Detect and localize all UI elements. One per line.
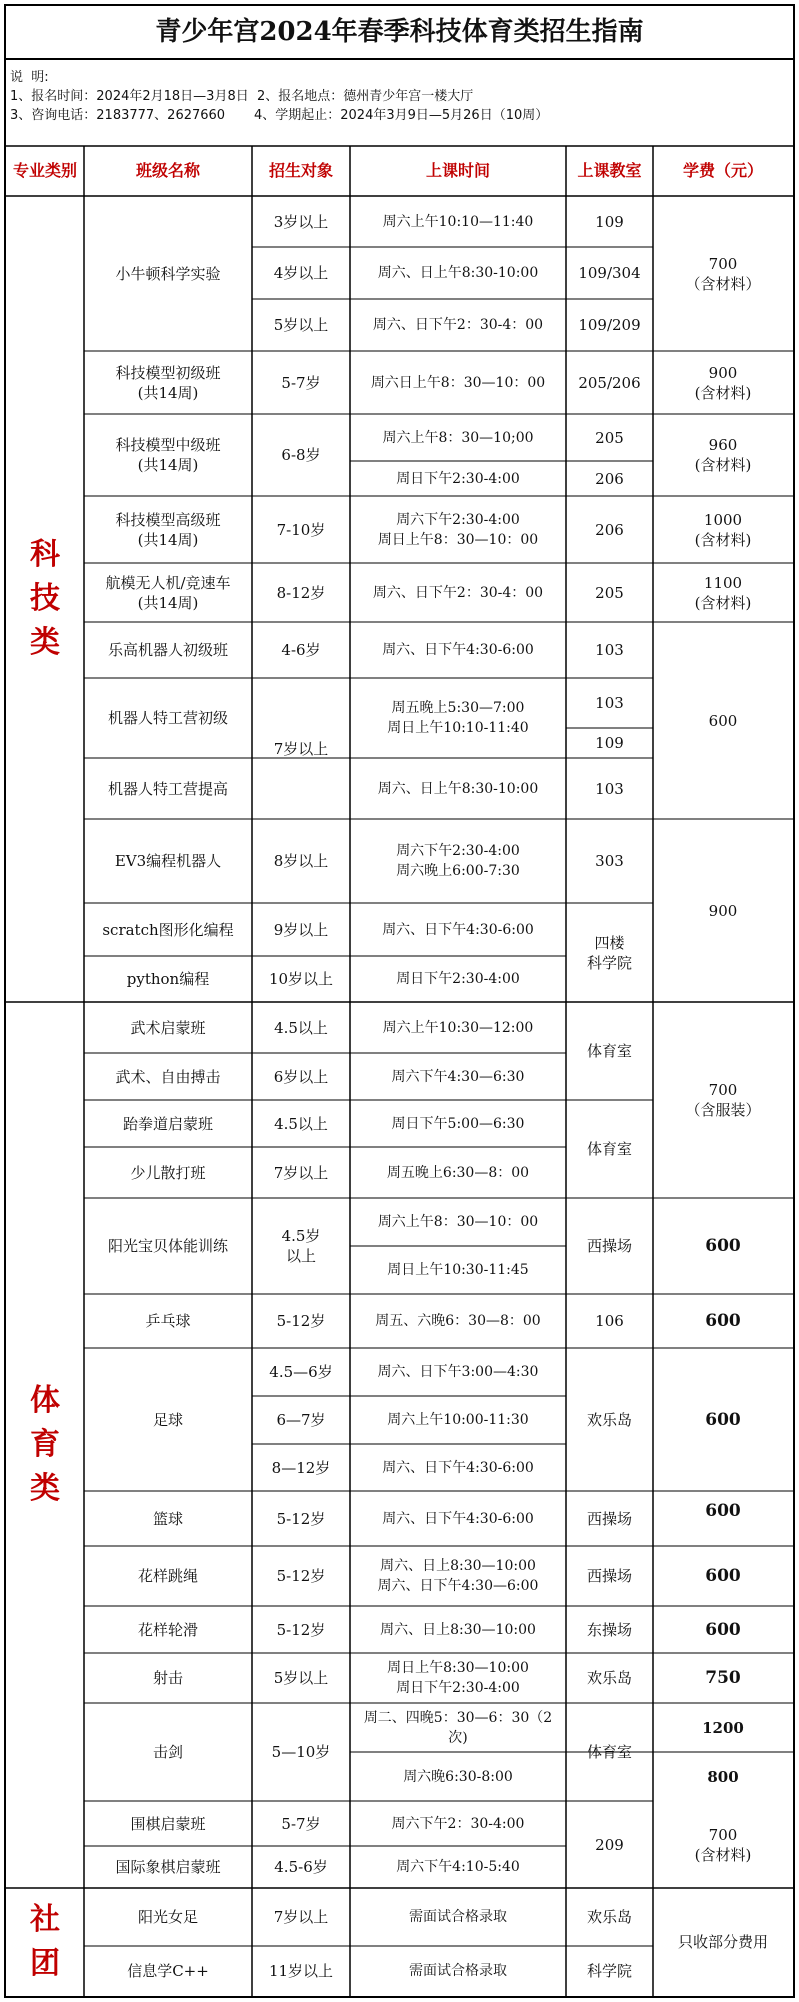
- class-time: 周六、日上8:30—10:00 周六、日下午4:30—6:00: [377, 1558, 539, 1594]
- class-time: 周日下午2:30-4:00: [396, 971, 520, 987]
- class-time: 周六、日下午4:30-6:00: [382, 1459, 534, 1476]
- tuition-fee: 800: [707, 1767, 739, 1786]
- class-time: 周六、日下午4:30-6:00: [382, 1510, 534, 1527]
- classroom: 109/209: [578, 316, 641, 334]
- class-time: 需面试合格录取: [409, 1963, 507, 1979]
- tuition-fee: 1200: [702, 1718, 744, 1737]
- page-title: 青少年宫2024年春季科技体育类招生指南: [6, 6, 793, 60]
- tuition-fee: 700 （含服装）: [685, 1081, 761, 1119]
- tuition-fee: 600: [705, 1566, 741, 1586]
- class-name: 跆拳道启蒙班: [122, 1114, 213, 1133]
- class-time: 周五、六晚6：30—8：00: [375, 1313, 541, 1329]
- class-name: python编程: [126, 970, 210, 988]
- class-time: 周六、日下午3:00—4:30: [377, 1364, 539, 1380]
- class-time: 周六下午2:30-4:00 周日上午8：30—10：00: [377, 511, 539, 548]
- class-time: 周六下午2：30-4:00: [391, 1815, 525, 1832]
- class-name: 阳光宝贝体能训练: [107, 1237, 228, 1255]
- target-age: 6岁以上: [273, 1067, 329, 1086]
- classroom: 西操场: [586, 1237, 632, 1255]
- target-age: 5-12岁: [276, 1312, 326, 1330]
- tuition-fee: 900 (含材料): [694, 363, 752, 402]
- target-age: 7岁以上: [273, 739, 329, 758]
- target-age: 7岁以上: [273, 1163, 329, 1182]
- class-name: 信息学C++: [127, 1962, 209, 1980]
- classroom: 303: [595, 852, 624, 870]
- target-age: 5-7岁: [281, 373, 321, 392]
- classroom: 科学院: [586, 1962, 632, 1980]
- class-time: 周二、四晚5：30—6：30（2 次): [363, 1709, 553, 1746]
- header-fee: 学费（元）: [682, 161, 763, 180]
- class-name: 武术启蒙班: [130, 1018, 206, 1037]
- classroom: 206: [595, 469, 624, 488]
- class-name: 足球: [152, 1410, 183, 1429]
- classroom: 西操场: [586, 1567, 632, 1585]
- class-time: 周日上午8:30—10:00 周日下午2:30-4:00: [387, 1660, 529, 1696]
- target-age: 7-10岁: [276, 520, 326, 539]
- target-age: 3岁以上: [273, 212, 329, 231]
- header-class: 班级名称: [135, 161, 200, 180]
- class-time: 周六、日上午8:30-10:00: [377, 265, 539, 281]
- classroom: 四楼 科学院: [586, 933, 632, 972]
- class-name: 小牛顿科学实验: [115, 264, 221, 283]
- classroom: 205: [595, 583, 624, 602]
- tuition-fee: 600: [705, 1311, 741, 1331]
- classroom: 东操场: [586, 1620, 632, 1639]
- class-time: 周日下午5:00—6:30: [391, 1115, 525, 1132]
- notes-line-1: 1、报名时间：2024年2月18日—3月8日 2、报名地点：德州青少年宫一楼大厅: [10, 89, 474, 104]
- class-time: 周六上午10:10—11:40: [382, 213, 534, 230]
- target-age: 10岁以上: [268, 970, 334, 988]
- class-time: 周六、日下午2：30-4：00: [372, 584, 544, 601]
- target-age: 7岁以上: [273, 1908, 329, 1926]
- class-name: 少儿散打班: [130, 1163, 206, 1182]
- enrollment-guide-sheet: [4, 4, 795, 1998]
- class-time: 周六、日上8:30—10:00: [380, 1621, 536, 1638]
- class-name: 航模无人机/竞速车 (共14周): [105, 573, 231, 612]
- class-name: 国际象棋启蒙班: [115, 1858, 221, 1876]
- class-name: 射击: [152, 1669, 183, 1687]
- class-name: scratch图形化编程: [102, 920, 234, 939]
- target-age: 4.5以上: [274, 1114, 328, 1133]
- classroom: 106: [595, 1312, 624, 1330]
- classroom: 西操场: [586, 1509, 632, 1528]
- class-time: 周六上午8：30—10;00: [382, 429, 534, 446]
- tuition-fee: 600: [708, 711, 738, 730]
- tuition-fee: 700 （含材料）: [685, 254, 761, 293]
- header-room: 上课教室: [577, 161, 642, 180]
- tuition-fee: 600: [705, 1501, 741, 1521]
- class-name: 乒乓球: [145, 1312, 191, 1330]
- header-category: 专业类别: [12, 161, 77, 180]
- class-name: 阳光女足: [137, 1908, 198, 1926]
- target-age: 5岁以上: [273, 1669, 329, 1687]
- class-time: 周六下午2:30-4:00 周六晚上6:00-7:30: [396, 843, 520, 879]
- class-time: 周六上午8：30—10：00: [377, 1214, 539, 1230]
- class-name: 花样跳绳: [137, 1567, 198, 1585]
- target-age: 5—10岁: [271, 1743, 331, 1761]
- classroom: 欢乐岛: [586, 1669, 632, 1687]
- class-name: 击剑: [152, 1743, 183, 1761]
- target-age: 5-7岁: [281, 1814, 321, 1833]
- tuition-fee: 600: [705, 1409, 741, 1430]
- classroom: 109: [595, 212, 624, 231]
- tuition-fee: 600: [705, 1619, 741, 1640]
- category-tech: 科 技 类: [30, 537, 60, 660]
- class-name: 科技模型初级班 (共14周): [115, 363, 221, 402]
- classroom: 109/304: [578, 264, 641, 282]
- class-time: 周日下午2:30-4:00: [396, 470, 520, 487]
- category-sports: 体 育 类: [30, 1383, 60, 1506]
- target-age: 5-12岁: [276, 1620, 326, 1639]
- target-age: 9岁以上: [273, 920, 329, 939]
- classroom: 欢乐岛: [586, 1410, 632, 1429]
- class-time: 周六晚6:30-8:00: [403, 1768, 513, 1785]
- tuition-fee: 只收部分费用: [677, 1933, 768, 1951]
- class-time: 周六、日下午4:30-6:00: [382, 921, 534, 938]
- header-target: 招生对象: [268, 161, 333, 180]
- class-name: 科技模型高级班 (共14周): [115, 510, 221, 549]
- class-name: 科技模型中级班 (共14周): [115, 436, 221, 474]
- target-age: 4.5以上: [274, 1018, 328, 1037]
- classroom: 209: [595, 1835, 624, 1854]
- tuition-fee: 600: [705, 1236, 741, 1256]
- target-age: 6-8岁: [281, 446, 321, 464]
- classroom: 欢乐岛: [586, 1908, 632, 1926]
- class-name: 围棋启蒙班: [130, 1814, 206, 1833]
- class-time: 周六、日上午8:30-10:00: [377, 780, 539, 797]
- target-age: 4-6岁: [281, 641, 321, 659]
- category-club: 社 团: [30, 1902, 60, 1981]
- classroom: 205/206: [578, 373, 641, 392]
- target-age: 4.5岁 以上: [281, 1227, 321, 1265]
- class-time: 周五晚上5:30—7:00 周日上午10:10-11:40: [387, 700, 529, 736]
- tuition-fee: 1100 (含材料): [694, 573, 752, 612]
- classroom: 体育室: [586, 1140, 632, 1158]
- class-name: 武术、自由搏击: [115, 1067, 221, 1086]
- target-age: 4.5—6岁: [269, 1363, 333, 1381]
- class-time: 周六上午10:30—12:00: [382, 1019, 534, 1036]
- class-name: 花样轮滑: [137, 1620, 198, 1639]
- class-time: 周六、日下午4:30-6:00: [382, 642, 534, 658]
- class-time: 周六日上午8：30—10：00: [370, 374, 546, 391]
- class-name: 篮球: [152, 1509, 183, 1528]
- target-age: 4.5-6岁: [274, 1858, 328, 1876]
- classroom: 109: [595, 734, 624, 752]
- classroom: 体育室: [586, 1743, 632, 1761]
- classroom: 103: [595, 779, 624, 798]
- classroom: 103: [595, 641, 624, 659]
- target-age: 8岁以上: [273, 852, 329, 870]
- class-time: 周六、日下午2：30-4：00: [372, 317, 544, 333]
- target-age: 11岁以上: [268, 1962, 334, 1980]
- header-time: 上课时间: [425, 161, 490, 180]
- tuition-fee: 1000 (含材料): [694, 510, 752, 549]
- class-time: 周六下午4:30—6:30: [391, 1068, 525, 1085]
- notes-line-2: 3、咨询电话：2183777、2627660 4、学期起止：2024年3月9日—5月26日（10周）: [10, 108, 549, 123]
- classroom: 103: [595, 694, 624, 712]
- target-age: 5-12岁: [276, 1567, 326, 1585]
- class-time: 周五晚上6:30—8：00: [386, 1164, 530, 1181]
- class-time: 需面试合格录取: [409, 1909, 507, 1925]
- target-age: 8-12岁: [276, 583, 326, 602]
- class-time: 周六下午4:10-5:40: [396, 1859, 520, 1875]
- target-age: 5岁以上: [273, 316, 329, 334]
- classroom: 205: [595, 428, 624, 447]
- target-age: 6—7岁: [276, 1411, 326, 1429]
- class-name: 乐高机器人初级班: [107, 641, 228, 659]
- target-age: 5-12岁: [276, 1509, 326, 1528]
- class-time: 周六上午10:00-11:30: [387, 1412, 529, 1428]
- classroom: 206: [595, 520, 624, 539]
- target-age: 4岁以上: [273, 264, 329, 282]
- tuition-fee: 750: [705, 1668, 741, 1688]
- class-time: 周日上午10:30-11:45: [387, 1262, 529, 1278]
- tuition-fee: 900: [708, 901, 738, 920]
- tuition-fee: 700 (含材料): [694, 1825, 752, 1864]
- classroom: 体育室: [586, 1042, 632, 1060]
- class-name: EV3编程机器人: [114, 852, 222, 870]
- class-name: 机器人特工营提高: [107, 779, 228, 798]
- tuition-fee: 960 (含材料): [694, 436, 752, 474]
- target-age: 8—12岁: [271, 1458, 331, 1477]
- notes-heading: 说 明:: [10, 70, 49, 85]
- class-name: 机器人特工营初级: [107, 709, 228, 727]
